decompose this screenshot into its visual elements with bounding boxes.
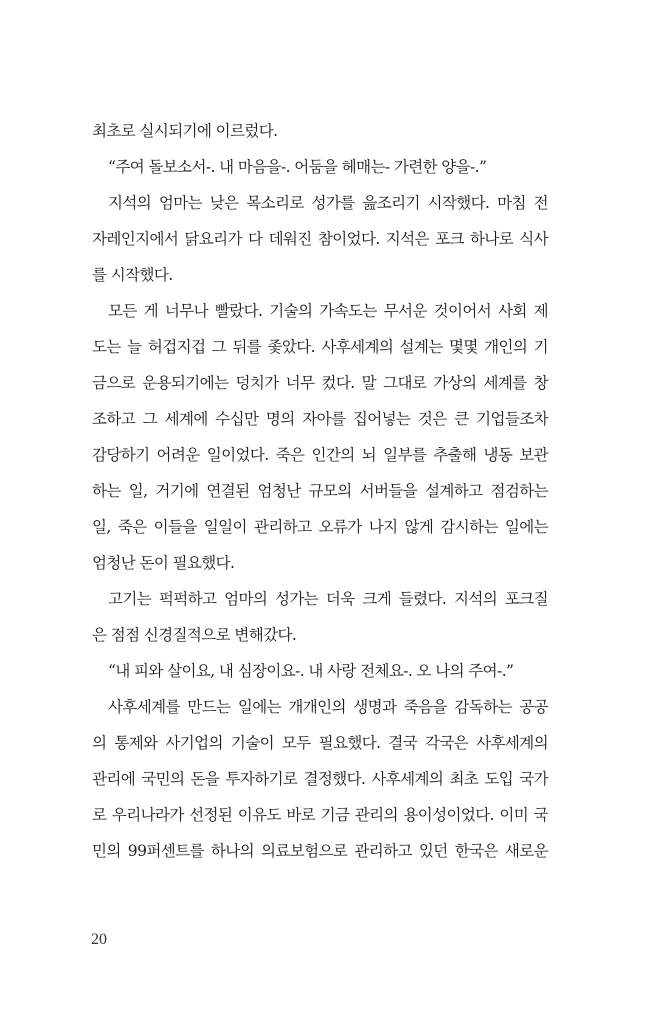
text-line: “내 피와 살이요, 내 심장이요-. 내 사랑 전체요-. 오 나의 주여-.”	[108, 662, 514, 680]
text-line: 지석의 엄마는 낮은 목소리로 성가를 읊조리기 시작했다. 마침 전	[108, 194, 548, 212]
text-line: 관리에 국민의 돈을 투자하기로 결정했다. 사후세계의 최초 도입 국가	[92, 770, 548, 788]
text-line: 조하고 그 세계에 수십만 명의 자아를 집어넣는 것은 큰 기업들조차	[92, 410, 548, 428]
text-line: 일, 죽은 이들을 일일이 관리하고 오류가 나지 않게 감시하는 일에는	[92, 518, 548, 536]
body-text	[92, 116, 548, 872]
text-line: 사후세계를 만드는 일에는 개개인의 생명과 죽음을 감독하는 공공	[108, 698, 548, 716]
text-line: 로 우리나라가 선정된 이유도 바로 기금 관리의 용이성이었다. 이미 국	[92, 806, 548, 824]
text-line: 감당하기 어려운 일이었다. 죽은 인간의 뇌 일부를 추출해 냉동 보관	[92, 446, 548, 464]
text-line: “주여 돌보소서-. 내 마음을-. 어둠을 헤매는- 가련한 양을-.”	[108, 158, 487, 176]
text-line: 자레인지에서 닭요리가 다 데워진 참이었다. 지석은 포크 하나로 식사	[92, 230, 548, 248]
text-line: 를 시작했다.	[92, 266, 173, 284]
text-line: 도는 늘 허겁지겁 그 뒤를 좇았다. 사후세계의 설계는 몇몇 개인의 기	[92, 338, 548, 356]
text-line: 금으로 운용되기에는 덩치가 너무 컸다. 말 그대로 가상의 세계를 창	[92, 374, 548, 392]
text-line: 민의 99퍼센트를 하나의 의료보험으로 관리하고 있던 한국은 새로운	[92, 842, 548, 860]
text-line: 은 점점 신경질적으로 변해갔다.	[92, 626, 297, 644]
text-line: 고기는 퍽퍽하고 엄마의 성가는 더욱 크게 들렸다. 지석의 포크질	[108, 590, 548, 608]
text-line: 하는 일, 거기에 연결된 엄청난 규모의 서버들을 설계하고 점검하는	[92, 482, 548, 500]
page-number: 20	[91, 931, 107, 948]
text-line: 엄청난 돈이 필요했다.	[92, 554, 235, 572]
text-line: 최초로 실시되기에 이르렀다.	[92, 122, 278, 140]
text-line: 의 통제와 사기업의 기술이 모두 필요했다. 결국 각국은 사후세계의	[92, 734, 548, 752]
text-line: 모든 게 너무나 빨랐다. 기술의 가속도는 무서운 것이어서 사회 제	[108, 302, 548, 320]
